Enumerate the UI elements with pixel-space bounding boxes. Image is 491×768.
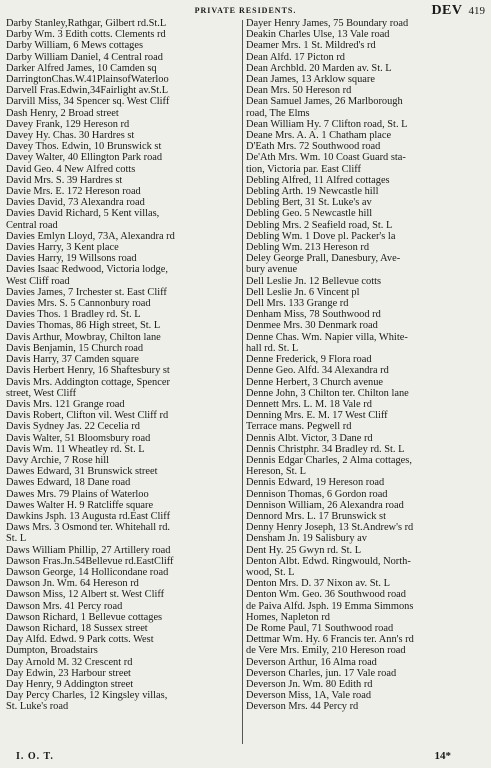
directory-entry: Deakin Charles Ulse, 13 Vale road — [246, 29, 390, 41]
directory-entry: Davies Mrs. S. 5 Cannonbury road — [6, 298, 151, 310]
directory-entry: Dennis Edgar Charles, 2 Alma cottages, — [246, 454, 412, 466]
directory-entry: Davies James, 7 Irchester st. East Cliff — [6, 286, 167, 298]
directory-entry: Dennison Thomas, 6 Gordon road — [246, 488, 388, 500]
directory-entry: Dawes Walter H. 9 Ratcliffe square — [6, 499, 154, 511]
directory-entry: Dawson Mrs. 41 Percy road — [6, 600, 123, 612]
directory-entry: Day Arnold M. 32 Crescent rd — [6, 656, 133, 668]
directory-entry: Dettmar Wm. Hy. 6 Francis ter. Ann's rd — [246, 634, 414, 646]
directory-entry: Dennis Albt. Victor, 3 Dane rd — [246, 432, 373, 444]
directory-entry: Davies Emlyn Lloyd, 73A, Alexandra rd — [6, 230, 175, 242]
directory-entry: Davis Harry, 37 Camden square — [6, 354, 139, 366]
directory-entry: Denny Henry Joseph, 13 St.Andrew's rd — [246, 522, 414, 534]
directory-entry: Central road — [6, 219, 58, 231]
directory-entry: Dent Hy. 25 Gwyn rd. St. L — [246, 544, 362, 556]
directory-entry: Davis Mrs. 121 Grange road — [6, 398, 125, 410]
column-divider — [242, 20, 243, 744]
directory-entry: Denne Herbert, 3 Church avenue — [246, 376, 384, 388]
directory-entry: Dawson Miss, 12 Albert st. West Cliff — [6, 589, 165, 601]
directory-entry: Dennison William, 26 Alexandra road — [246, 499, 404, 511]
directory-entry: Debling Geo. 5 Newcastle hill — [246, 208, 373, 220]
directory-entry: Darby William Daniel, 4 Central road — [6, 51, 163, 63]
directory-entry: Davies Thomas, 86 High street, St. L — [6, 320, 161, 332]
directory-entry: Darby Wm. 3 Edith cotts. Clements rd — [6, 29, 166, 41]
page-number: 419 — [468, 5, 485, 17]
page-header-right — [431, 1, 485, 19]
directory-entry: West Cliff road — [6, 275, 70, 287]
directory-entry: Davey Walter, 40 Ellington Park road — [6, 152, 163, 164]
directory-entry: Debling Alfred, 11 Alfred cottages — [246, 174, 390, 186]
directory-entry: Dennis Christphr. 34 Bradley rd. St. L — [246, 443, 405, 455]
directory-entry: Denne Frederick, 9 Flora road — [246, 354, 372, 366]
directory-entry: Deverson Charles, jun. 17 Vale road — [246, 667, 397, 679]
directory-entry: Dawson Richard, 18 Sussex street — [6, 622, 148, 634]
directory-entry: D'Eath Mrs. 72 Southwood road — [246, 141, 381, 153]
directory-entry: tion, Victoria par. East Cliff — [246, 163, 362, 175]
footer-signature-right: 14* — [434, 750, 451, 762]
directory-entry: De'Ath Mrs. Wm. 10 Coast Guard sta- — [246, 152, 406, 164]
directory-entry: Davies David, 73 Alexandra road — [6, 197, 145, 209]
directory-entry: Darker Alfred James, 10 Camden sq — [6, 62, 157, 74]
directory-entry: street, West Cliff — [6, 387, 77, 399]
directory-entry: Davis Benjamin, 15 Church road — [6, 342, 144, 354]
directory-entry: Davies Harry, 3 Kent place — [6, 242, 119, 254]
directory-entry: DarringtonChas.W.41PlainsofWaterloo — [6, 74, 169, 86]
directory-entry: Davey Hy. Chas. 30 Hardres st — [6, 130, 135, 142]
directory-entry: Davis Walter, 51 Bloomsbury road — [6, 432, 151, 444]
directory-entry: David Geo. 4 New Alfred cotts — [6, 163, 136, 175]
directory-entry: Debling Mrs. 2 Seafield road, St. L — [246, 219, 393, 231]
directory-entry: Davis Mrs. Addington cottage, Spencer — [6, 376, 170, 388]
directory-entry: Dell Mrs. 133 Grange rd — [246, 298, 349, 310]
directory-entry: Daws William Phillip, 27 Artillery road — [6, 544, 171, 556]
directory-entry: Daws Mrs. 3 Osmond ter. Whitehall rd. — [6, 522, 171, 534]
directory-entry: Dawson Richard, 1 Bellevue cottages — [6, 611, 163, 623]
directory-entry: Denton Mrs. D. 37 Nixon av. St. L — [246, 578, 390, 590]
directory-entry: Dean Alfd. 17 Picton rd — [246, 51, 345, 63]
directory-entry: Deverson Mrs. 44 Percy rd — [246, 701, 359, 713]
left-column — [6, 18, 239, 746]
directory-entry: wood, St. L — [246, 566, 295, 578]
directory-entry: Darby Stanley,Rathgar, Gilbert rd.St.L — [6, 18, 167, 29]
directory-entry: road, The Elms — [246, 107, 310, 119]
directory-entry: Denham Miss, 78 Southwood rd — [246, 309, 381, 321]
directory-entry: Debling Bert, 31 St. Luke's av — [246, 197, 372, 209]
directory-entry: St. Luke's road — [6, 701, 69, 713]
directory-entry: Davies Thos. 1 Bradley rd. St. L — [6, 309, 141, 321]
directory-entry: Day Henry, 9 Addington street — [6, 678, 134, 690]
directory-entry: Dean James, 13 Arklow square — [246, 74, 375, 86]
directory-entry: Dawkins Jsph. 13 Augusta rd.East Cliff — [6, 510, 171, 522]
directory-entry: David Mrs. S. 39 Hardres st — [6, 174, 123, 186]
directory-entry: Terrace mans. Pegwell rd — [246, 421, 352, 433]
directory-entry: Dawes Edward, 18 Dane road — [6, 477, 131, 489]
directory-entry: Dawes Edward, 31 Brunswick street — [6, 466, 158, 478]
directory-entry: Davis Robert, Clifton vil. West Cliff rd — [6, 410, 169, 422]
directory-entry: Dawes Mrs. 79 Plains of Waterloo — [6, 488, 149, 500]
directory-entry: Debling Wm. 1 Dove pl. Packer's la — [246, 230, 396, 242]
directory-entry: Davis Arthur, Mowbray, Chilton lane — [6, 331, 161, 343]
page-header — [0, 0, 491, 18]
section-code: DEV — [431, 3, 463, 18]
directory-entry: Deverson Jn. Wm. 80 Edith rd — [246, 678, 373, 690]
directory-entry: Hereson, St. L — [246, 466, 307, 478]
directory-entry: hall rd. St. L — [246, 342, 299, 354]
directory-entry: Darvill Miss, 34 Spencer sq. West Cliff — [6, 96, 170, 108]
directory-entry: Davis Herbert Henry, 16 Shaftesbury st — [6, 365, 170, 377]
directory-entry: de Paiva Alfd. Jsph. 19 Emma Simmons — [246, 600, 414, 612]
directory-entry: De Rome Paul, 71 Southwood road — [246, 622, 394, 634]
directory-entry: Dean Samuel James, 26 Marlborough — [246, 96, 403, 108]
directory-entry: Dennett Mrs. L. M. 18 Vale rd — [246, 398, 372, 410]
directory-entry: Dawson George, 14 Hollicondane road — [6, 566, 169, 578]
directory-entry: Deamer Mrs. 1 St. Mildred's rd — [246, 40, 376, 52]
directory-entry: Denton Albt. Edwd. Ringwould, North- — [246, 555, 411, 567]
directory-entry: Dawson Jn. Wm. 64 Hereson rd — [6, 578, 139, 590]
directory-entry: Davie Mrs. E. 172 Hereson road — [6, 186, 141, 198]
directory-entry: Dennord Mrs. L. 17 Brunswick st — [246, 510, 386, 522]
directory-entry: Deverson Miss, 1A, Vale road — [246, 690, 372, 702]
directory-entry: Deley George Prall, Danesbury, Ave- — [246, 253, 401, 265]
directory-entry: Dean William Hy. 7 Clifton road, St. L — [246, 118, 408, 130]
directory-entry: Davis Wm. 11 Wheatley rd. St. L — [6, 443, 145, 455]
directory-entry: Davis Sydney Jas. 22 Cecelia rd — [6, 421, 140, 433]
directory-entry: Davy Archie, 7 Rose hill — [6, 454, 110, 466]
directory-entry: Debling Arth. 19 Newcastle hill — [246, 186, 379, 198]
directory-entry: Dean Mrs. 50 Hereson rd — [246, 85, 352, 97]
directory-entry: Davey Frank, 129 Hereson rd — [6, 118, 130, 130]
directory-columns — [0, 18, 491, 746]
directory-entry: de Vere Mrs. Emily, 210 Hereson road — [246, 645, 406, 657]
directory-entry: Homes, Napleton rd — [246, 611, 330, 623]
directory-entry: Denning Mrs. E. M. 17 West Cliff — [246, 410, 388, 422]
directory-entry: St. L — [6, 533, 27, 545]
directory-entry: Dash Henry, 2 Broad street — [6, 107, 119, 119]
directory-entry: Denmee Mrs. 30 Denmark road — [246, 320, 378, 332]
right-column — [246, 18, 486, 746]
directory-entry: Dennis Edward, 19 Hereson road — [246, 477, 385, 489]
directory-entry: Day Percy Charles, 12 Kingsley villas, — [6, 690, 168, 702]
page-footer — [0, 748, 491, 768]
directory-entry: Day Edwin, 23 Harbour street — [6, 667, 131, 679]
directory-entry: Dean Archbld. 20 Marden av. St. L — [246, 62, 392, 74]
directory-entry: Denton Wm. Geo. 36 Southwood road — [246, 589, 406, 601]
directory-entry: Davies Harry, 19 Willsons road — [6, 253, 137, 265]
directory-entry: Denne Chas. Wm. Napier villa, White- — [246, 331, 408, 343]
directory-entry: Denne Geo. Alfd. 34 Alexandra rd — [246, 365, 389, 377]
directory-entry: Darvell Fras.Edwin,34Fairlight av.St.L — [6, 85, 169, 97]
directory-entry: Davey Thos. Edwin, 10 Brunswick st — [6, 141, 162, 153]
directory-entry: Dell Leslie Jn. 12 Bellevue cotts — [246, 275, 382, 287]
directory-entry: Davies Isaac Redwood, Victoria lodge, — [6, 264, 168, 276]
directory-entry: Davies David Richard, 5 Kent villas, — [6, 208, 160, 220]
footer-signature-left: I. O. T. — [16, 751, 54, 762]
directory-entry: bury avenue — [246, 264, 298, 276]
directory-entry: Deane Mrs. A. A. 1 Chatham place — [246, 130, 392, 142]
directory-entry: Darby William, 6 Mews cottages — [6, 40, 144, 52]
directory-entry: Dumpton, Broadstairs — [6, 645, 98, 657]
directory-entry: Deverson Arthur, 16 Alma road — [246, 656, 377, 668]
directory-entry: Day Alfd. Edwd. 9 Park cotts. West — [6, 634, 154, 646]
directory-entry: Dayer Henry James, 75 Boundary road — [246, 18, 409, 29]
page-title: PRIVATE RESIDENTS. — [194, 6, 297, 15]
directory-entry: Dell Leslie Jn. 6 Vincent pl — [246, 286, 360, 298]
directory-entry: Debling Wm. 213 Hereson rd — [246, 242, 370, 254]
directory-entry: Densham Jn. 19 Salisbury av — [246, 533, 367, 545]
directory-entry: Denne John, 3 Chilton ter. Chilton lane — [246, 387, 409, 399]
directory-entry: Dawson Fras.Jn.54Bellevue rd.EastCliff — [6, 555, 174, 567]
